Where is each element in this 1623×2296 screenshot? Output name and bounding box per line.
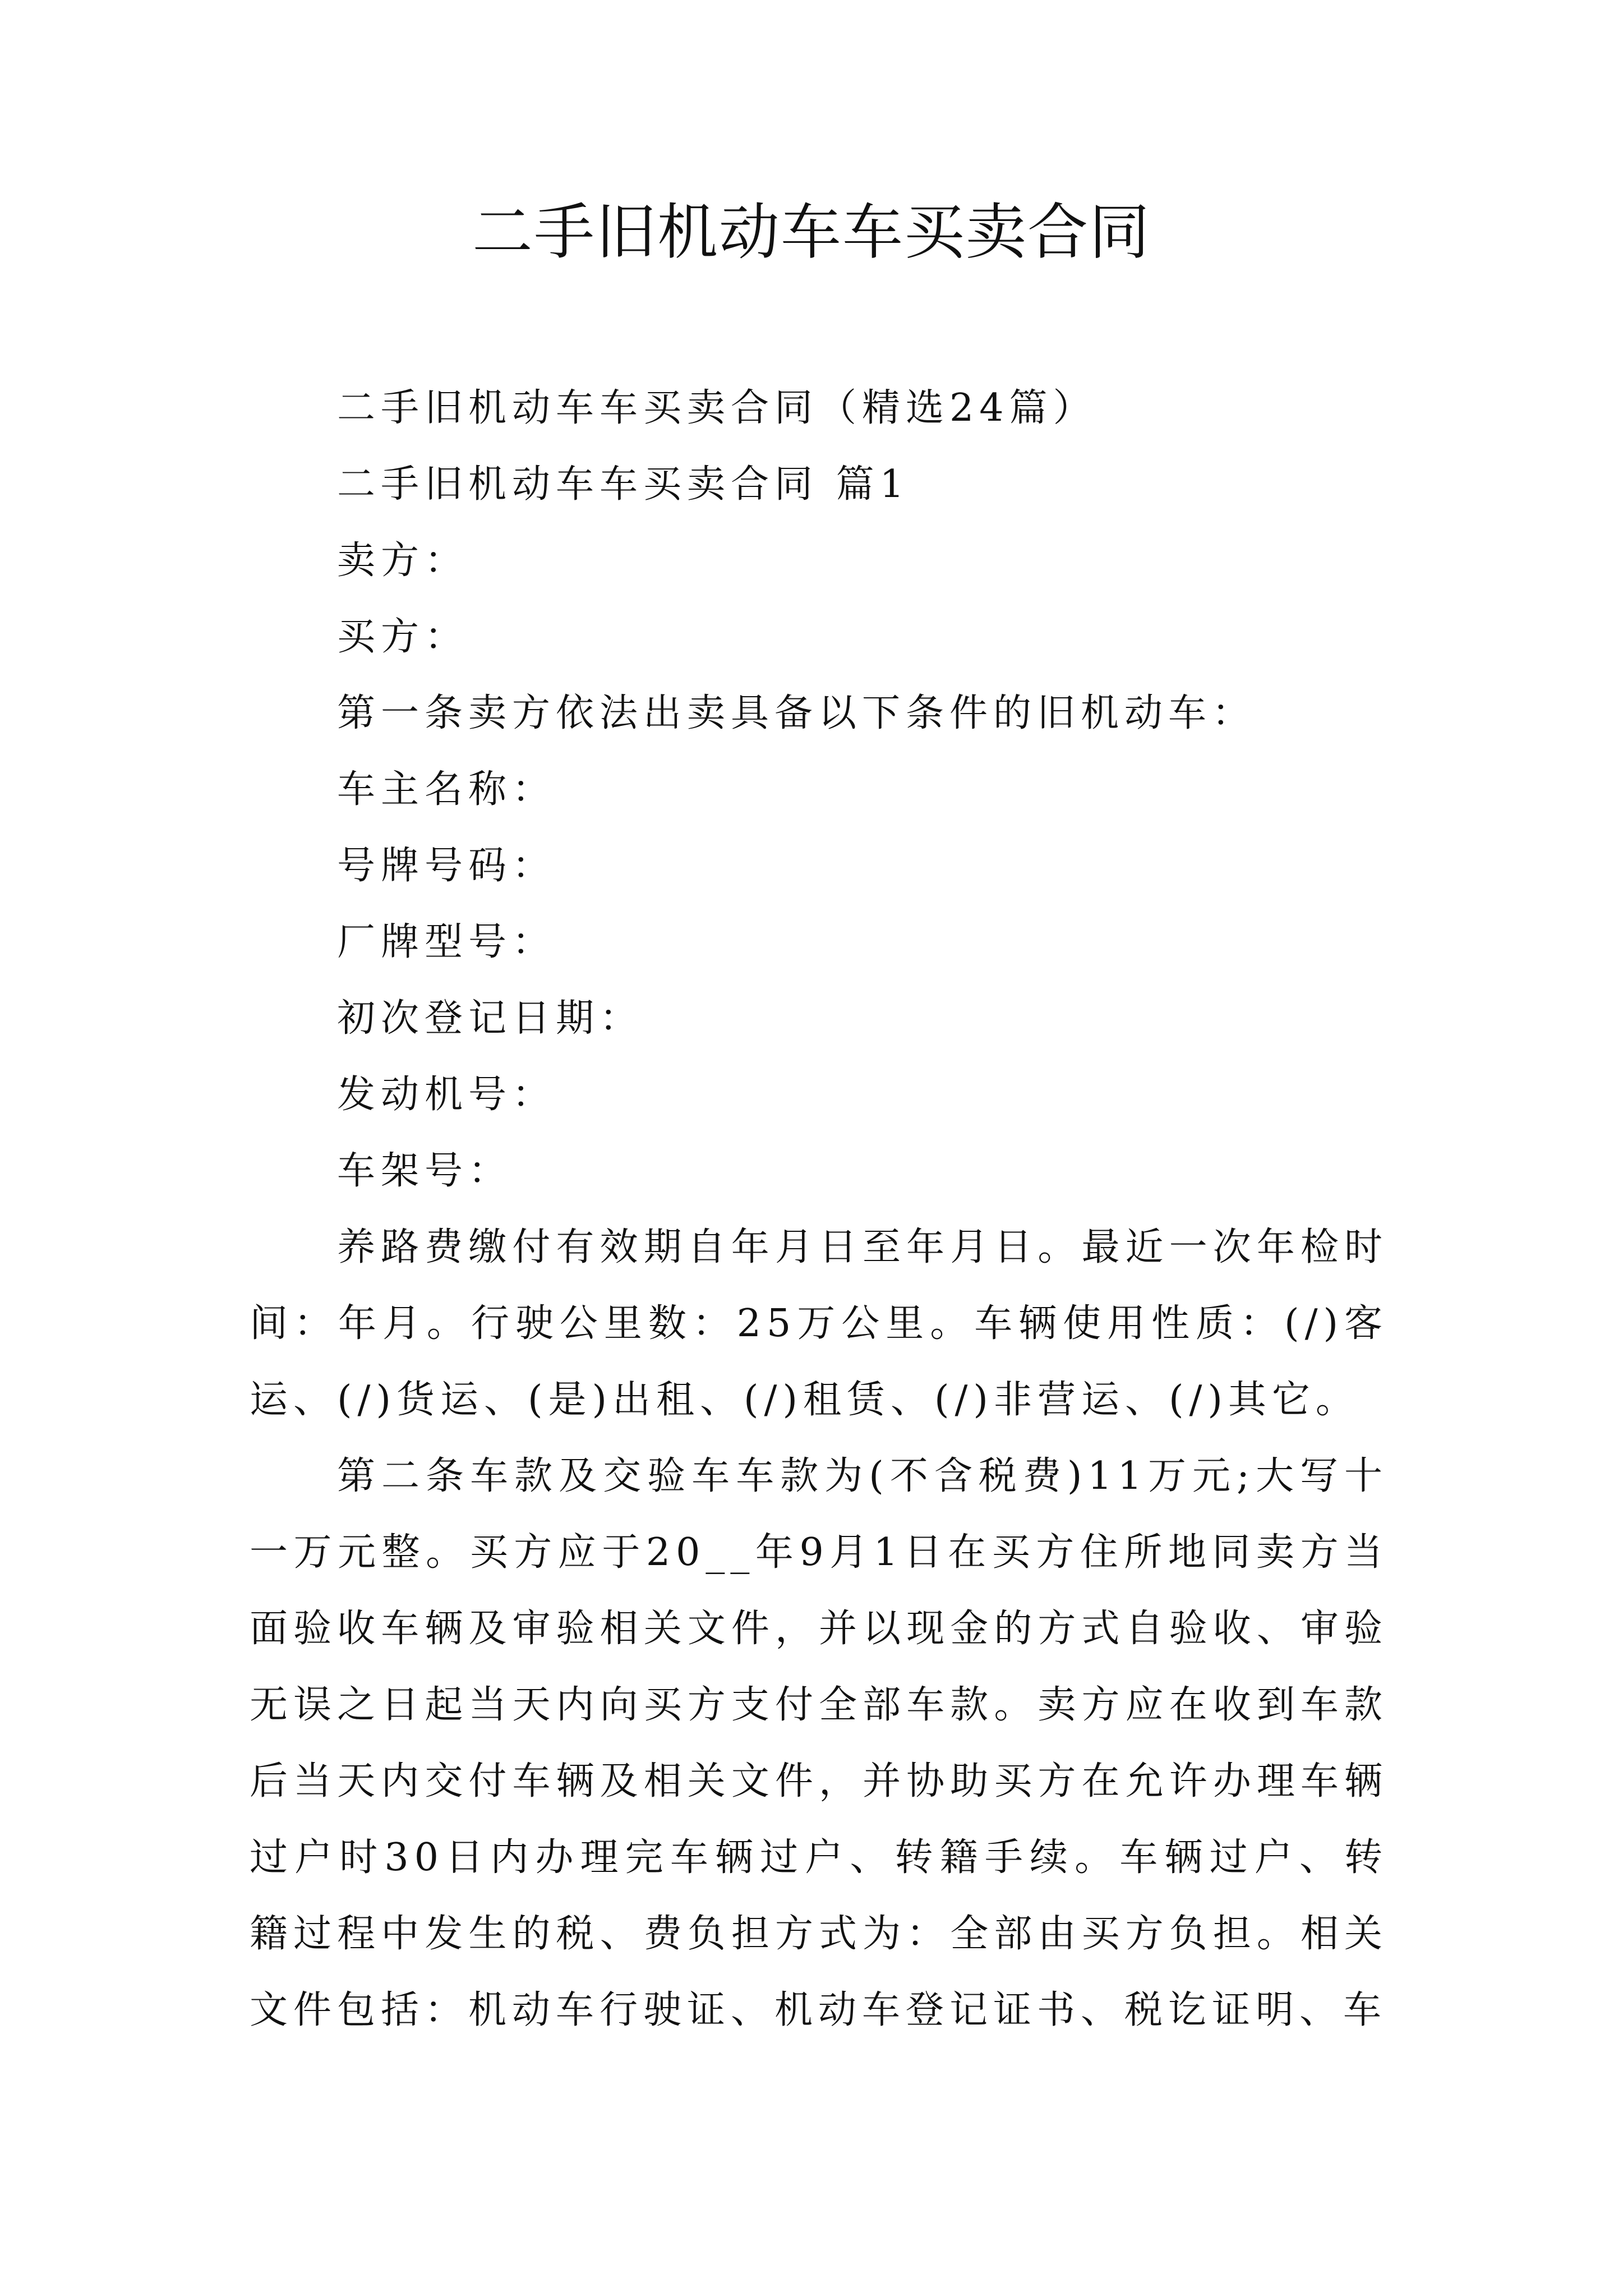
buyer-line: 买方： xyxy=(337,615,469,659)
article-2-paragraph: 第二条车款及交验车车款为(不含税费)11万元;大写十一万元整。买方应于20__年9月1日在买方住所地同卖方当面验收车辆及审验相关文件，并以现金的方式自验收、审验无误之日起当天内向买方支付全部车款。卖方应在收到车款后当天内交付车辆及相关文件，并协助买方在允许办理车辆过户时30日内办理完车辆过户、转籍手续。车辆过户、转籍过程中发生的税、费负担方式为：全部由买方负担。相关文件包括：机动车行驶证、机动车登记证书、税讫证明、车 xyxy=(250,1454,1388,2032)
plate-number-line: 号牌号码： xyxy=(337,844,556,888)
document-title: 二手旧机动车车买卖合同 xyxy=(472,197,1151,268)
fees-paragraph: 养路费缴付有效期自年月日至年月日。最近一次年检时间：年月。行驶公里数：25万公里。车辆使用性质：(/)客运、(/)货运、(是)出租、(/)租赁、(/)非营运、(/)其它。 xyxy=(250,1225,1388,1422)
owner-name-line: 车主名称： xyxy=(337,767,556,812)
engine-number-line: 发动机号： xyxy=(337,1073,556,1117)
first-registration-line: 初次登记日期： xyxy=(337,996,644,1041)
document-subtitle: 二手旧机动车车买卖合同（精选24篇） xyxy=(337,386,1097,430)
brand-model-line: 厂牌型号： xyxy=(337,920,556,964)
article-1-line: 第一条卖方依法出卖具备以下条件的旧机动车： xyxy=(337,691,1256,735)
seller-line: 卖方： xyxy=(337,539,469,583)
section-heading: 二手旧机动车车买卖合同 篇1 xyxy=(337,462,910,507)
frame-number-line: 车架号： xyxy=(337,1149,513,1193)
document-body xyxy=(250,370,1388,2049)
